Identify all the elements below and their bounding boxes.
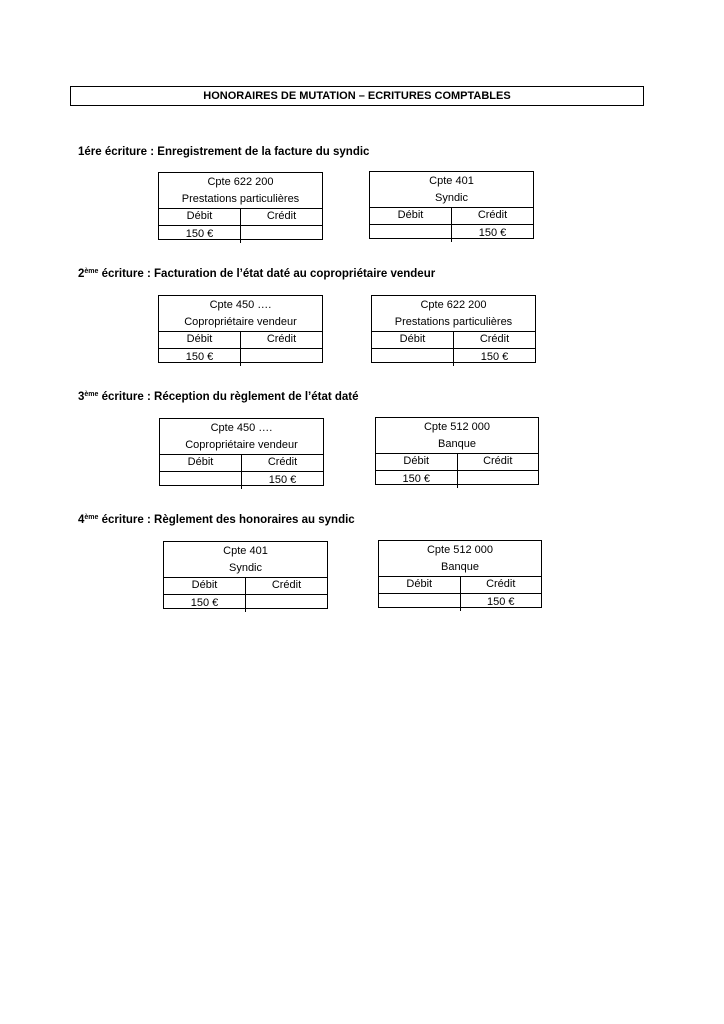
entry-3-heading <box>78 391 359 403</box>
account-name: Syndic <box>434 192 469 204</box>
entry-1-heading <box>78 146 369 158</box>
account-name: Prestations particulières <box>181 193 300 205</box>
entry-number: 3 <box>78 391 85 403</box>
entry-title: écriture : Règlement des honoraires au syndic <box>98 514 355 526</box>
document-title: HONORAIRES DE MUTATION – ECRITURES COMPTABLES <box>70 86 644 106</box>
entry-number: 2 <box>78 268 85 280</box>
account-name: Banque <box>438 438 476 450</box>
entry-number-suffix: ème <box>84 268 99 275</box>
account-number: Cpte 512 000 <box>423 421 491 433</box>
account-number: Cpte 450 …. <box>209 299 272 311</box>
debit-header: Débit <box>406 578 433 590</box>
credit-value <box>245 595 327 612</box>
account-number: Cpte 622 200 <box>207 176 274 188</box>
credit-header: Crédit <box>451 208 533 224</box>
credit-value <box>457 471 539 488</box>
entry-title: écriture : Facturation de l’état daté au copropriétaire vendeur <box>98 268 436 280</box>
account-name: Copropriétaire vendeur <box>184 316 297 328</box>
credit-value: 150 € <box>451 225 533 242</box>
account-number: Cpte 401 <box>429 175 474 187</box>
debit-value <box>370 225 451 242</box>
entry-1-left-account <box>158 172 323 240</box>
entry-2-right-account <box>371 295 536 363</box>
credit-header: Crédit <box>245 578 327 594</box>
debit-header: Débit <box>186 333 213 345</box>
credit-value: 150 € <box>453 349 535 366</box>
account-name: Prestations particulières <box>394 316 513 328</box>
credit-header: Crédit <box>240 209 322 225</box>
debit-header: Débit <box>187 456 214 468</box>
debit-value: 150 € <box>402 473 431 485</box>
debit-header: Débit <box>191 579 218 591</box>
debit-value: 150 € <box>185 228 214 240</box>
debit-value <box>372 349 453 366</box>
debit-value: 150 € <box>190 597 219 609</box>
entry-3-left-account <box>159 418 324 486</box>
entry-number-suffix: ème <box>84 514 99 521</box>
debit-value: 150 € <box>185 351 214 363</box>
credit-header: Crédit <box>460 577 542 593</box>
entry-2-heading <box>78 268 435 280</box>
credit-header: Crédit <box>453 332 535 348</box>
debit-value <box>379 594 460 611</box>
entry-4-left-account <box>163 541 328 609</box>
entry-number-suffix: ème <box>84 391 99 398</box>
account-name: Banque <box>441 561 479 573</box>
credit-header: Crédit <box>241 455 323 471</box>
credit-header: Crédit <box>457 454 539 470</box>
credit-header: Crédit <box>240 332 322 348</box>
entry-4-heading <box>78 514 355 526</box>
credit-value <box>240 226 322 243</box>
debit-value <box>160 472 241 489</box>
entry-1-right-account <box>369 171 534 239</box>
entry-title: écriture : Enregistrement de la facture du syndic <box>101 146 370 158</box>
credit-value: 150 € <box>241 472 323 489</box>
debit-header: Débit <box>403 455 430 467</box>
entry-3-right-account <box>375 417 539 485</box>
account-name: Syndic <box>228 562 263 574</box>
debit-header: Débit <box>186 210 213 222</box>
account-number: Cpte 622 200 <box>420 299 487 311</box>
account-number: Cpte 450 …. <box>210 422 273 434</box>
entry-2-left-account <box>158 295 323 363</box>
debit-header: Débit <box>399 333 426 345</box>
credit-value: 150 € <box>460 594 542 611</box>
debit-header: Débit <box>397 209 424 221</box>
entry-4-right-account <box>378 540 542 608</box>
account-number: Cpte 512 000 <box>426 544 494 556</box>
account-name: Copropriétaire vendeur <box>185 439 298 451</box>
account-number: Cpte 401 <box>223 545 268 557</box>
entry-title: écriture : Réception du règlement de l’état daté <box>98 391 359 403</box>
entry-number: 1ére <box>78 146 102 158</box>
entry-number: 4 <box>78 514 85 526</box>
credit-value <box>240 349 322 366</box>
